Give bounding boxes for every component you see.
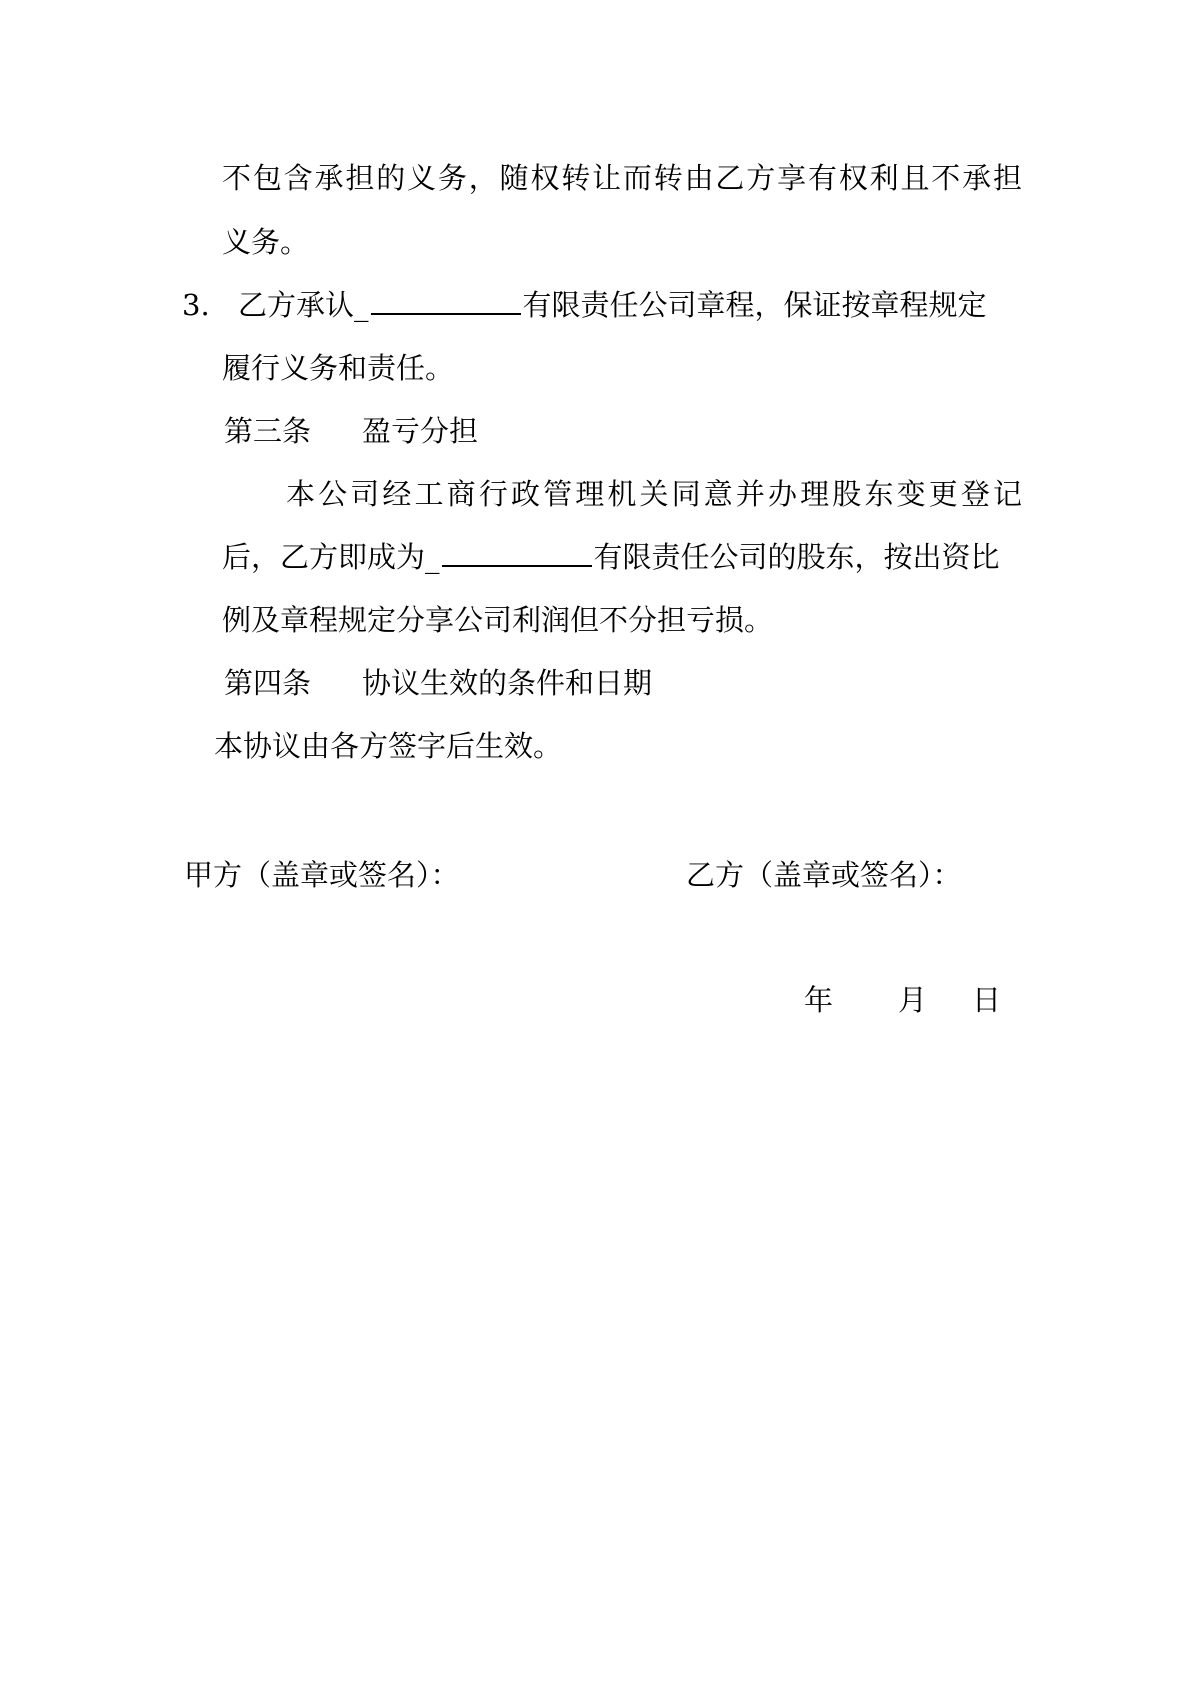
article3-line2: [222, 537, 1000, 577]
article3-text-before-blank: 后，乙方即成为_: [222, 540, 440, 574]
item3-line2: 履行义务和责任。: [222, 351, 455, 385]
date-day-label: 日: [972, 983, 1002, 1017]
company-name-blank[interactable]: [371, 285, 521, 315]
item3-number: 3.: [182, 288, 210, 322]
party-a-signature-label: 甲方（盖章或签名）：: [184, 858, 460, 892]
article4-line1: 本协议由各方签字后生效。: [214, 729, 563, 763]
para2-continuation-line2: 义务。: [222, 225, 310, 259]
article3-text-after-blank: 有限责任公司的股东，按出资比: [593, 540, 1000, 574]
para2-continuation-line1: 不包含承担的义务，随权转让而转由乙方享有权利且不承担: [222, 161, 1022, 195]
article3-line1: 本公司经工商行政管理机关同意并办理股东变更登记: [286, 477, 1022, 511]
item3-text-after-blank: 有限责任公司章程，保证按章程规定: [522, 288, 987, 322]
company-name-blank-2[interactable]: [442, 537, 592, 567]
date-year-label: 年: [804, 983, 834, 1017]
article3-heading: 第三条: [224, 414, 312, 448]
article3-line3: 例及章程规定分享公司利润但不分担亏损。: [222, 603, 774, 637]
item3-line1: [238, 285, 987, 325]
article4-heading: 第四条: [224, 666, 312, 700]
item3-text-before-blank: 乙方承认_: [238, 288, 369, 322]
article3-title: 盈亏分担: [362, 414, 479, 448]
party-b-signature-label: 乙方（盖章或签名）：: [686, 858, 962, 892]
date-month-label: 月: [898, 983, 928, 1017]
article4-title: 协议生效的条件和日期: [362, 666, 653, 700]
